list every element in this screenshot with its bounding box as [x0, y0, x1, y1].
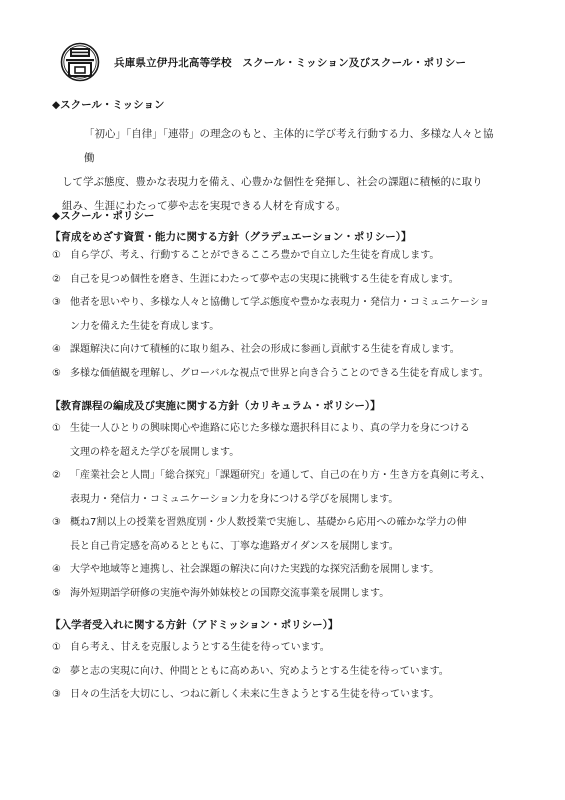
- list-item: ② 「産業社会と人間」「総合探究」「課題研究」を通して、自己の在り方・生き方を真剣に考え、 表現力・発信力・コミュニケーション力を身につける学びを展開します。: [52, 470, 491, 505]
- mission-heading: ◆スクール・ミッション: [52, 99, 165, 111]
- curriculum-policy-list: [52, 417, 530, 605]
- document-header: [60, 40, 466, 84]
- mission-body: [62, 122, 502, 218]
- mission-line: 組み、生涯にわたって夢や志を実現できる人材を育成する。: [62, 200, 347, 212]
- admission-policy-list: [52, 636, 530, 707]
- list-item: ③ 概ね7割以上の授業を習熟度別・少人数授業で実施し、基礎から応用への確かな学力の伸 長と自己肯定感を高めるとともに、丁寧な進路ガイダンスを展開します。: [52, 517, 467, 552]
- graduation-policy-heading: 【育成をめざす資質・能力に関する方針（グラデュエーション・ポリシー）】: [50, 231, 412, 243]
- mission-line: 「初心」「自律」「連帯」の理念のもと、主体的に学び考え行動する力、多様な人々と協働: [84, 128, 494, 164]
- list-item: ③ 日々の生活を大切にし、つねに新しく未来に生きようとする生徒を待っています。: [52, 689, 440, 700]
- list-item: ③ 他者を思いやり、多様な人々と協働して学ぶ態度や豊かな表現力・発信力・コミュニケーショ ン力を備えた生徒を育成します。: [52, 297, 490, 332]
- curriculum-policy-heading: 【教育課程の編成及び実施に関する方針（カリキュラム・ポリシー）】: [50, 400, 381, 412]
- list-item: ② 自己を見つめ個性を磨き、生涯にわたって夢や志の実現に挑戦する生徒を育成します。: [52, 273, 459, 285]
- admission-policy-heading: 【入学者受入れに関する方針（アドミッション・ポリシー）】: [50, 619, 339, 631]
- school-crest-icon: [60, 42, 100, 82]
- list-item: ① 自ら学び、考え、行動することができるこころ豊かで自立した生徒を育成します。: [52, 250, 440, 261]
- list-item: ④ 大学や地域等と連携し、社会課題の解決に向けた実践的な探究活動を展開します。: [52, 564, 440, 575]
- graduation-policy-list: [52, 244, 530, 385]
- list-item: ⑤ 海外短期語学研修の実施や海外姉妹校との国際交流事業を展開します。: [52, 587, 390, 599]
- list-item: ⑤ 多様な価値観を理解し、グローバルな視点で世界と向き合うことのできる生徒を育成します。: [52, 367, 489, 379]
- list-item: ① 自ら考え、甘えを克服しようとする生徒を待っています。: [52, 642, 330, 653]
- document-title: 兵庫県立伊丹北高等学校 スクール・ミッション及びスクール・ポリシー: [114, 56, 467, 69]
- list-item: ④ 課題解決に向けて積極的に取り組み、社会の形成に参画し貢献する生徒を育成します。: [52, 344, 460, 355]
- mission-line: して学ぶ態度、豊かな表現力を備え、心豊かな個性を発揮し、社会の課題に積極的に取り: [62, 176, 483, 188]
- list-item: ② 夢と志の実現に向け、仲間とともに高めあい、究めようとする生徒を待っています。: [52, 665, 449, 677]
- list-item: ① 生徒一人ひとりの興味関心や進路に応じた多様な選択科目により、真の学力を身につける 文理の枠を超えた学びを展開します。: [52, 423, 470, 458]
- policy-heading: ◆スクール・ポリシー: [52, 210, 155, 222]
